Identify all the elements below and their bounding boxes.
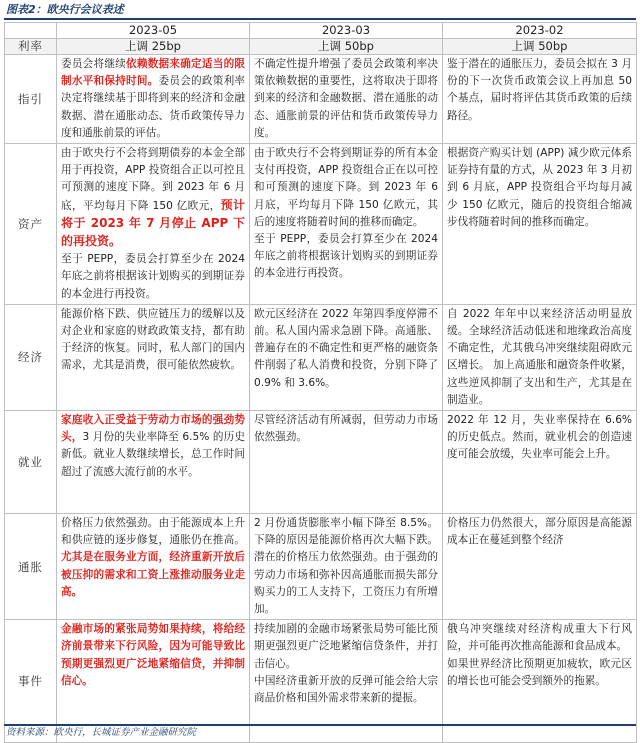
table-cell: 自 2022 年年中以来经济活动明显放缓。全球经济活动低迷和地缘政治高度不确定性，尤其俄乌冲突继续阻碍欧元区增长。 加上高通胀和融资条件收紧，这些逆风抑制了支出和生产，尤其是在制造业。 bbox=[443, 304, 637, 410]
row-label: 事件 bbox=[5, 620, 57, 743]
row-label: 资产 bbox=[5, 144, 57, 305]
header-corner bbox=[5, 23, 57, 39]
ecb-statement-table bbox=[4, 22, 637, 743]
table-cell: 由于欧央行不会将到期证券的所有本金支付再投资，APP 投资组合正在以可控和可预测的速度下降。到 2023 年 6 月底，平均每月下降 150 亿欧元，其后的速度将随着时间的推移而确定。 至于 PEPP，委员会打算至少在 2024 年底之前将根据该计划购买的到期证券的本金进行再投资。 bbox=[250, 144, 443, 305]
table-cell: 欧元区经济在 2022 年第四季度停滞不前。私人国内需求急剧下降。高通胀、普遍存在的不确定性和更严格的融资条件削弱了私人消费和投资，分别下降了 0.9% 和 3.6%。 bbox=[250, 304, 443, 410]
table-row bbox=[5, 411, 637, 514]
rate-value: 上调 25bp bbox=[57, 39, 250, 55]
table-cell: 价格压力仍然很大，部分原因是高能源成本正在蔓延到整个经济 bbox=[443, 514, 637, 620]
column-header: 2023-05 bbox=[57, 23, 250, 39]
table-cell: 能源价格下跌、供应链压力的缓解以及对企业和家庭的财政政策支持，都有助于经济的恢复。同时，私人部门的国内需求，尤其是消费，很可能依然疲软。 bbox=[57, 304, 250, 410]
column-header: 2023-03 bbox=[250, 23, 443, 39]
table-row bbox=[5, 144, 637, 305]
table-row bbox=[5, 55, 637, 144]
table-cell: 委员会将继续依赖数据来确定适当的限制水平和保持时间。委员会的政策利率决定将继续基于即将到来的经济和金融数据、潜在通胀动态、货币政策传导力度和通胀前景的评估。 bbox=[57, 55, 250, 144]
header-row bbox=[5, 23, 637, 39]
table-cell: 由于欧央行不会将到期债券的本金全部用于再投资，APP 投资组合正以可控且可预测的速度下降。到 2023 年 6 月底，平均每月下降 150 亿欧元，预计将于 2023 年 7 月停止 APP 下的再投资。 至于 PEPP，委员会打算至少在 2024 年底之前将根据该计划购买的到期证券的本金进行再投资。 bbox=[57, 144, 250, 305]
table-cell: 价格压力依然强劲。由于能源成本上升和供应链的逐步修复，通胀仍在推高。尤其是在服务业方面，经济重新开放后被压抑的需求和工资上涨推动服务业走高。 bbox=[57, 514, 250, 620]
column-header: 2023-02 bbox=[443, 23, 637, 39]
table-cell: 根据资产购买计划 (APP) 减少欧元体系证券持有量的方式，从 2023 年 3 月初到 6 月底，APP 投资组合平均每月减少 150 亿欧元，随后的投资组合缩减步伐将随着时间的推移而确定。 bbox=[443, 144, 637, 305]
table-cell: 家庭收入正受益于劳动力市场的强劲势头，3 月份的失业率降至 6.5% 的历史新低。就业人数继续增长，总工作时间超过了流感大流行前的水平。 bbox=[57, 411, 250, 514]
table-cell: 鉴于潜在的通胀压力，委员会拟在 3 月份的下一次货币政策会议上再加息 50 个基点，届时将评估其货币政策的后续路径。 bbox=[443, 55, 637, 144]
table-cell: 持续加剧的金融市场紧张局势可能比预期更强烈更广泛地紧缩信贷条件，并打击信心。 中国经济重新开放的反弹可能会给大宗商品价格和国外需求带来新的提振。 bbox=[250, 620, 443, 743]
table-cell: 2022 年 12 月，失业率保持在 6.6% 的历史低点。然而，就业机会的创造速度可能会放缓，失业率可能会上升。 bbox=[443, 411, 637, 514]
rate-row bbox=[5, 39, 637, 55]
row-label: 就业 bbox=[5, 411, 57, 514]
row-label: 指引 bbox=[5, 55, 57, 144]
table-row bbox=[5, 304, 637, 410]
row-label: 通胀 bbox=[5, 514, 57, 620]
rate-value: 上调 50bp bbox=[250, 39, 443, 55]
source-note: 资料来源：欧央行，长城证券产业金融研究院 bbox=[4, 724, 636, 740]
table-row bbox=[5, 514, 637, 620]
rate-value: 上调 50bp bbox=[443, 39, 637, 55]
table-cell: 2 月份通货膨胀率小幅下降至 8.5%。下降的原因是能源价格再次大幅下跌。潜在的价格压力依然强劲。由于强劲的劳动力市场和弥补因高通胀而损失部分购买力的工人支持下，工资压力有所增加。 bbox=[250, 514, 443, 620]
figure-title: 图表2：欧央行会议表述 bbox=[4, 2, 636, 20]
row-label: 利率 bbox=[5, 39, 57, 55]
table-cell: 尽管经济活动有所减弱，但劳动力市场依然强劲。 bbox=[250, 411, 443, 514]
row-label: 经济 bbox=[5, 304, 57, 410]
table-cell: 俄乌冲突继续对经济构成重大下行风险，并可能再次推高能源和食品成本。 如果世界经济比预期更加疲软，欧元区的增长也可能会受到额外的拖累。 bbox=[443, 620, 637, 743]
table-cell: 金融市场的紧张局势如果持续，将给经济前景带来下行风险，因为可能导致比预期更强烈更广泛地紧缩信贷，并抑制信心。 bbox=[57, 620, 250, 743]
table-cell: 不确定性提升增强了委员会政策利率决策依赖数据的重要性，这将取决于即将到来的经济和金融数据、潜在通胀的动态、通胀前景的评估和货币政策传导力度。 bbox=[250, 55, 443, 144]
